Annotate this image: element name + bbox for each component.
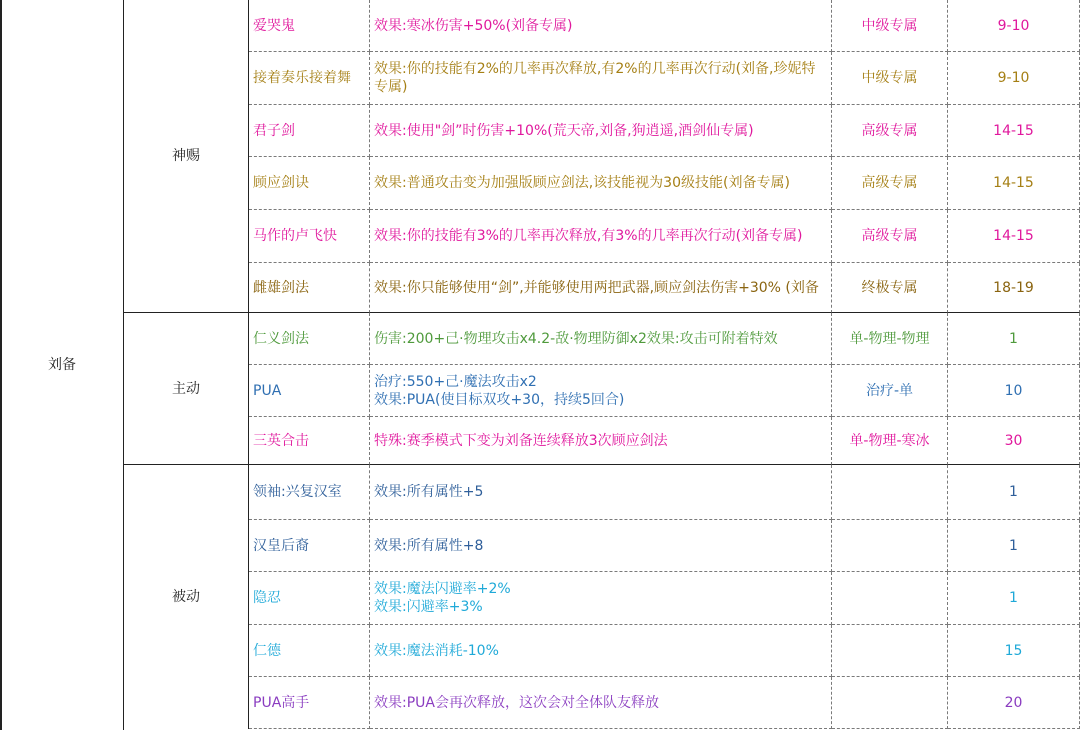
skill-level: 30 xyxy=(948,417,1080,465)
skill-effect: 效果:魔法消耗-10% xyxy=(370,625,832,677)
skill-type: 治疗-单 xyxy=(832,365,948,417)
skill-type: 高级专属 xyxy=(832,157,948,210)
skill-effect: 效果:你的技能有3%的几率再次释放,有3%的几率再次行动(刘备专属) xyxy=(370,210,832,263)
skill-effect: 效果:你的技能有2%的几率再次释放,有2%的几率再次行动(刘备,珍妮特专属) xyxy=(370,52,832,105)
skill-level: 1 xyxy=(948,313,1080,365)
skill-type xyxy=(832,677,948,729)
skill-level: 1 xyxy=(948,465,1080,520)
group-label: 神赐 xyxy=(124,0,249,313)
skill-effect: 效果:PUA会再次释放，这次会对全体队友释放 xyxy=(370,677,832,729)
skill-name: 爱哭鬼 xyxy=(249,0,370,52)
skill-type: 高级专属 xyxy=(832,105,948,157)
skill-level: 14-15 xyxy=(948,105,1080,157)
skill-type xyxy=(832,465,948,520)
skill-type xyxy=(832,520,948,572)
skill-level: 18-19 xyxy=(948,263,1080,313)
skill-level: 14-15 xyxy=(948,157,1080,210)
skill-name: 领袖:兴复汉室 xyxy=(249,465,370,520)
group-label: 被动 xyxy=(124,465,249,729)
character-name: 刘备 xyxy=(48,356,76,373)
skill-type xyxy=(832,625,948,677)
skill-name: PUA xyxy=(249,365,370,417)
skill-effect: 特殊:赛季模式下变为刘备连续释放3次顾应剑法 xyxy=(370,417,832,465)
skill-effect: 效果:所有属性+8 xyxy=(370,520,832,572)
skill-type: 中级专属 xyxy=(832,0,948,52)
skill-name: 接着奏乐接着舞 xyxy=(249,52,370,105)
skill-type: 终极专属 xyxy=(832,263,948,313)
skill-name: PUA高手 xyxy=(249,677,370,729)
skill-effect: 伤害:200+己·物理攻击x4.2-敌·物理防御x2效果:攻击可附着特效 xyxy=(370,313,832,365)
skill-name: 雌雄剑法 xyxy=(249,263,370,313)
skill-name: 汉皇后裔 xyxy=(249,520,370,572)
skill-name: 仁义剑法 xyxy=(249,313,370,365)
skill-type: 单-物理-物理 xyxy=(832,313,948,365)
skill-level: 15 xyxy=(948,625,1080,677)
skill-effect: 效果:普通攻击变为加强版顾应剑法,该技能视为30级技能(刘备专属) xyxy=(370,157,832,210)
skill-name: 马作的卢飞快 xyxy=(249,210,370,263)
skill-name: 隐忍 xyxy=(249,572,370,625)
skill-level: 9-10 xyxy=(948,0,1080,52)
skill-name: 仁德 xyxy=(249,625,370,677)
skill-effect: 效果:寒冰伤害+50%(刘备专属) xyxy=(370,0,832,52)
skill-level: 14-15 xyxy=(948,210,1080,263)
skill-effect: 效果:使用"剑”时伤害+10%(荒天帝,刘备,狗逍遥,酒剑仙专属) xyxy=(370,105,832,157)
skill-effect: 效果:魔法闪避率+2% 效果:闪避率+3% xyxy=(370,572,832,625)
skill-level: 1 xyxy=(948,520,1080,572)
skill-type xyxy=(832,572,948,625)
group-label: 主动 xyxy=(124,313,249,465)
skill-effect: 效果:你只能够使用“剑”,并能够使用两把武器,顾应剑法伤害+30% (刘备 xyxy=(370,263,832,313)
skill-type: 单-物理-寒冰 xyxy=(832,417,948,465)
skill-effect: 治疗:550+己·魔法攻击x2 效果:PUA(使目标双攻+30，持续5回合) xyxy=(370,365,832,417)
skill-level: 1 xyxy=(948,572,1080,625)
skill-name: 三英合击 xyxy=(249,417,370,465)
skill-effect: 效果:所有属性+5 xyxy=(370,465,832,520)
skill-type: 高级专属 xyxy=(832,210,948,263)
skill-level: 10 xyxy=(948,365,1080,417)
skill-name: 君子剑 xyxy=(249,105,370,157)
skill-type: 中级专属 xyxy=(832,52,948,105)
skill-name: 顾应剑诀 xyxy=(249,157,370,210)
skill-level: 9-10 xyxy=(948,52,1080,105)
skill-level: 20 xyxy=(948,677,1080,729)
